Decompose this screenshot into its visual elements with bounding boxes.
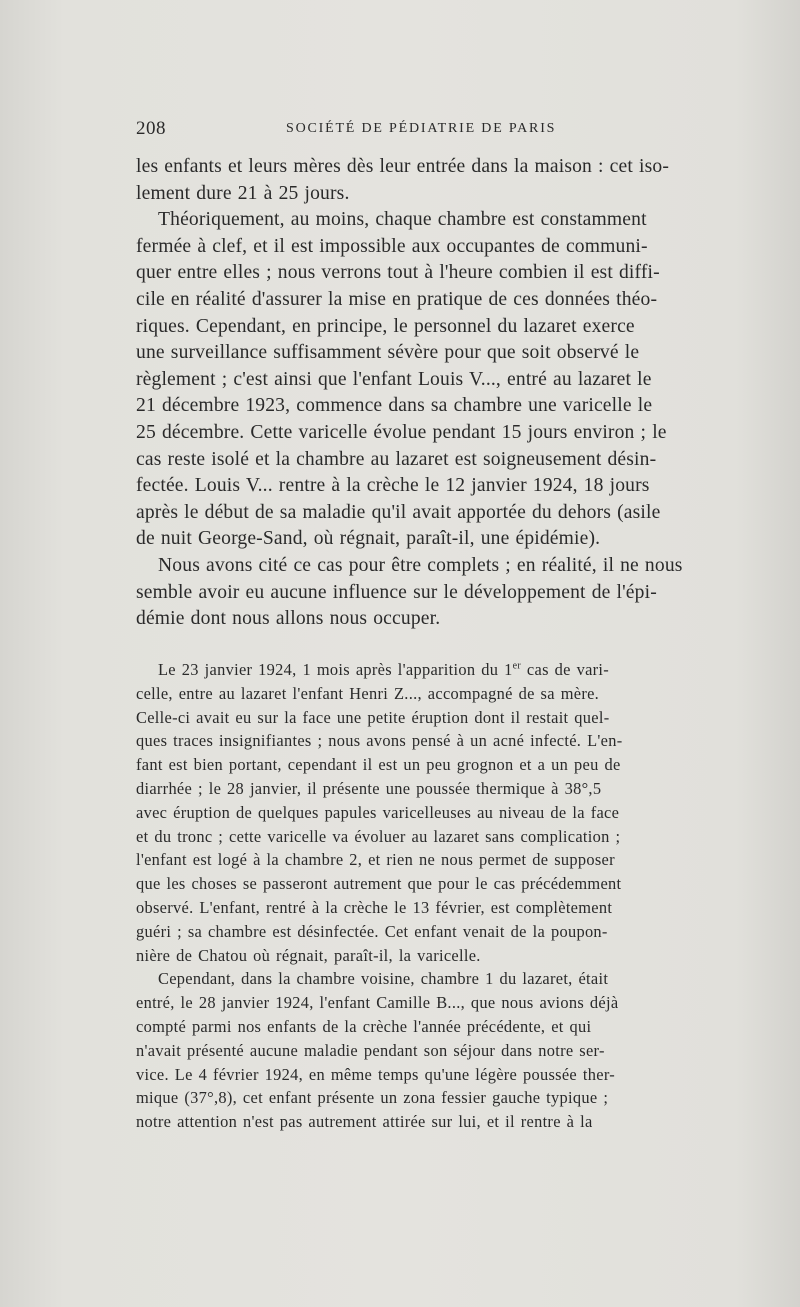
small-text-part: cas de vari- (521, 660, 610, 679)
running-head (136, 118, 724, 140)
text-line: semble avoir eu aucune influence sur le développement de l'épi- (136, 581, 657, 603)
small-text-line: compté parmi nos enfants de la crèche l'année précédente, et qui (136, 1016, 592, 1036)
small-text-line: observé. L'enfant, rentré à la crèche le 13 février, est complètement (136, 897, 613, 917)
small-text-line: n'avait présenté aucune maladie pendant son séjour dans notre ser- (136, 1040, 605, 1060)
small-text-line: l'enfant est logé à la chambre 2, et rien ne nous permet de supposer (136, 850, 615, 870)
small-text-line: mique (37°,8), cet enfant présente un zona fessier gauche typique ; (136, 1088, 609, 1108)
text-line: démie dont nous allons nous occuper. (136, 608, 441, 630)
small-text-line: celle, entre au lazaret l'enfant Henri Z..., accompagné de sa mère. (136, 683, 600, 703)
text-line: riques. Cependant, en principe, le personnel du lazaret exerce (136, 315, 635, 337)
small-text-line: notre attention n'est pas autrement attirée sur lui, et il rentre à la (136, 1112, 593, 1132)
small-text-part: Le 23 janvier 1924, 1 mois après l'apparition du 1 (158, 660, 513, 679)
small-text-line: fant est bien portant, cependant il est un peu grognon et a un peu de (136, 755, 621, 775)
main-text-block (136, 154, 724, 633)
small-text-line: guéri ; sa chambre est désinfectée. Cet enfant venait de la poupon- (136, 921, 608, 941)
small-text-line: et du tronc ; cette varicelle va évoluer au lazaret sans complication ; (136, 826, 621, 846)
small-text-block (136, 658, 724, 1134)
small-text-line: avec éruption de quelques papules varicelleuses au niveau de la face (136, 802, 620, 822)
small-text-line: entré, le 28 janvier 1924, l'enfant Camille B..., que nous avions déjà (136, 993, 619, 1013)
ordinal-superscript: er (512, 660, 522, 672)
text-line: quer entre elles ; nous verrons tout à l'heure combien il est diffi- (136, 262, 660, 284)
text-line: une surveillance suffisamment sévère pour que soit observé le (136, 342, 640, 364)
text-line: 25 décembre. Cette varicelle évolue pendant 15 jours environ ; le (136, 421, 667, 443)
text-line: lement dure 21 à 25 jours. (136, 182, 350, 204)
text-line: Théoriquement, au moins, chaque chambre est constamment (158, 209, 647, 231)
text-line: les enfants et leurs mères dès leur entrée dans la maison : cet iso- (136, 156, 670, 177)
text-line: fectée. Louis V... rentre à la crèche le 12 janvier 1924, 18 jours (136, 475, 650, 497)
text-line: règlement ; c'est ainsi que l'enfant Louis V..., entré au lazaret le (136, 368, 652, 390)
small-text-line: nière de Chatou où régnait, paraît-il, la varicelle. (136, 945, 481, 965)
page-number: 208 (136, 118, 166, 139)
text-line: cas reste isolé et la chambre au lazaret est soigneusement désin- (136, 448, 657, 470)
small-text-line: que les choses se passeront autrement que pour le cas précédemment (136, 874, 622, 894)
text-line: Nous avons cité ce cas pour être complets ; en réalité, il ne nous (158, 554, 683, 576)
small-text-line: Celle-ci avait eu sur la face une petite éruption dont il restait quel- (136, 707, 610, 727)
small-text-line: ques traces insignifiantes ; nous avons pensé à un acné infecté. L'en- (136, 731, 623, 751)
text-line: 21 décembre 1923, commence dans sa chambre une varicelle le (136, 395, 653, 417)
small-text-line: diarrhée ; le 28 janvier, il présente une poussée thermique à 38°,5 (136, 778, 602, 798)
small-text-line: Cependant, dans la chambre voisine, chambre 1 du lazaret, était (158, 969, 609, 989)
text-line: après le début de sa maladie qu'il avait apportée du dehors (asile (136, 501, 661, 523)
small-text-line (136, 658, 724, 682)
small-text-line: vice. Le 4 février 1924, en même temps qu'une légère poussée ther- (136, 1064, 616, 1084)
text-line: cile en réalité d'assurer la mise en pratique de ces données théo- (136, 288, 658, 310)
text-line: de nuit George-Sand, où régnait, paraît-il, une épidémie). (136, 528, 601, 550)
text-line: fermée à clef, et il est impossible aux occupantes de communi- (136, 235, 648, 257)
journal-title: SOCIÉTÉ DE PÉDIATRIE DE PARIS (286, 121, 557, 136)
